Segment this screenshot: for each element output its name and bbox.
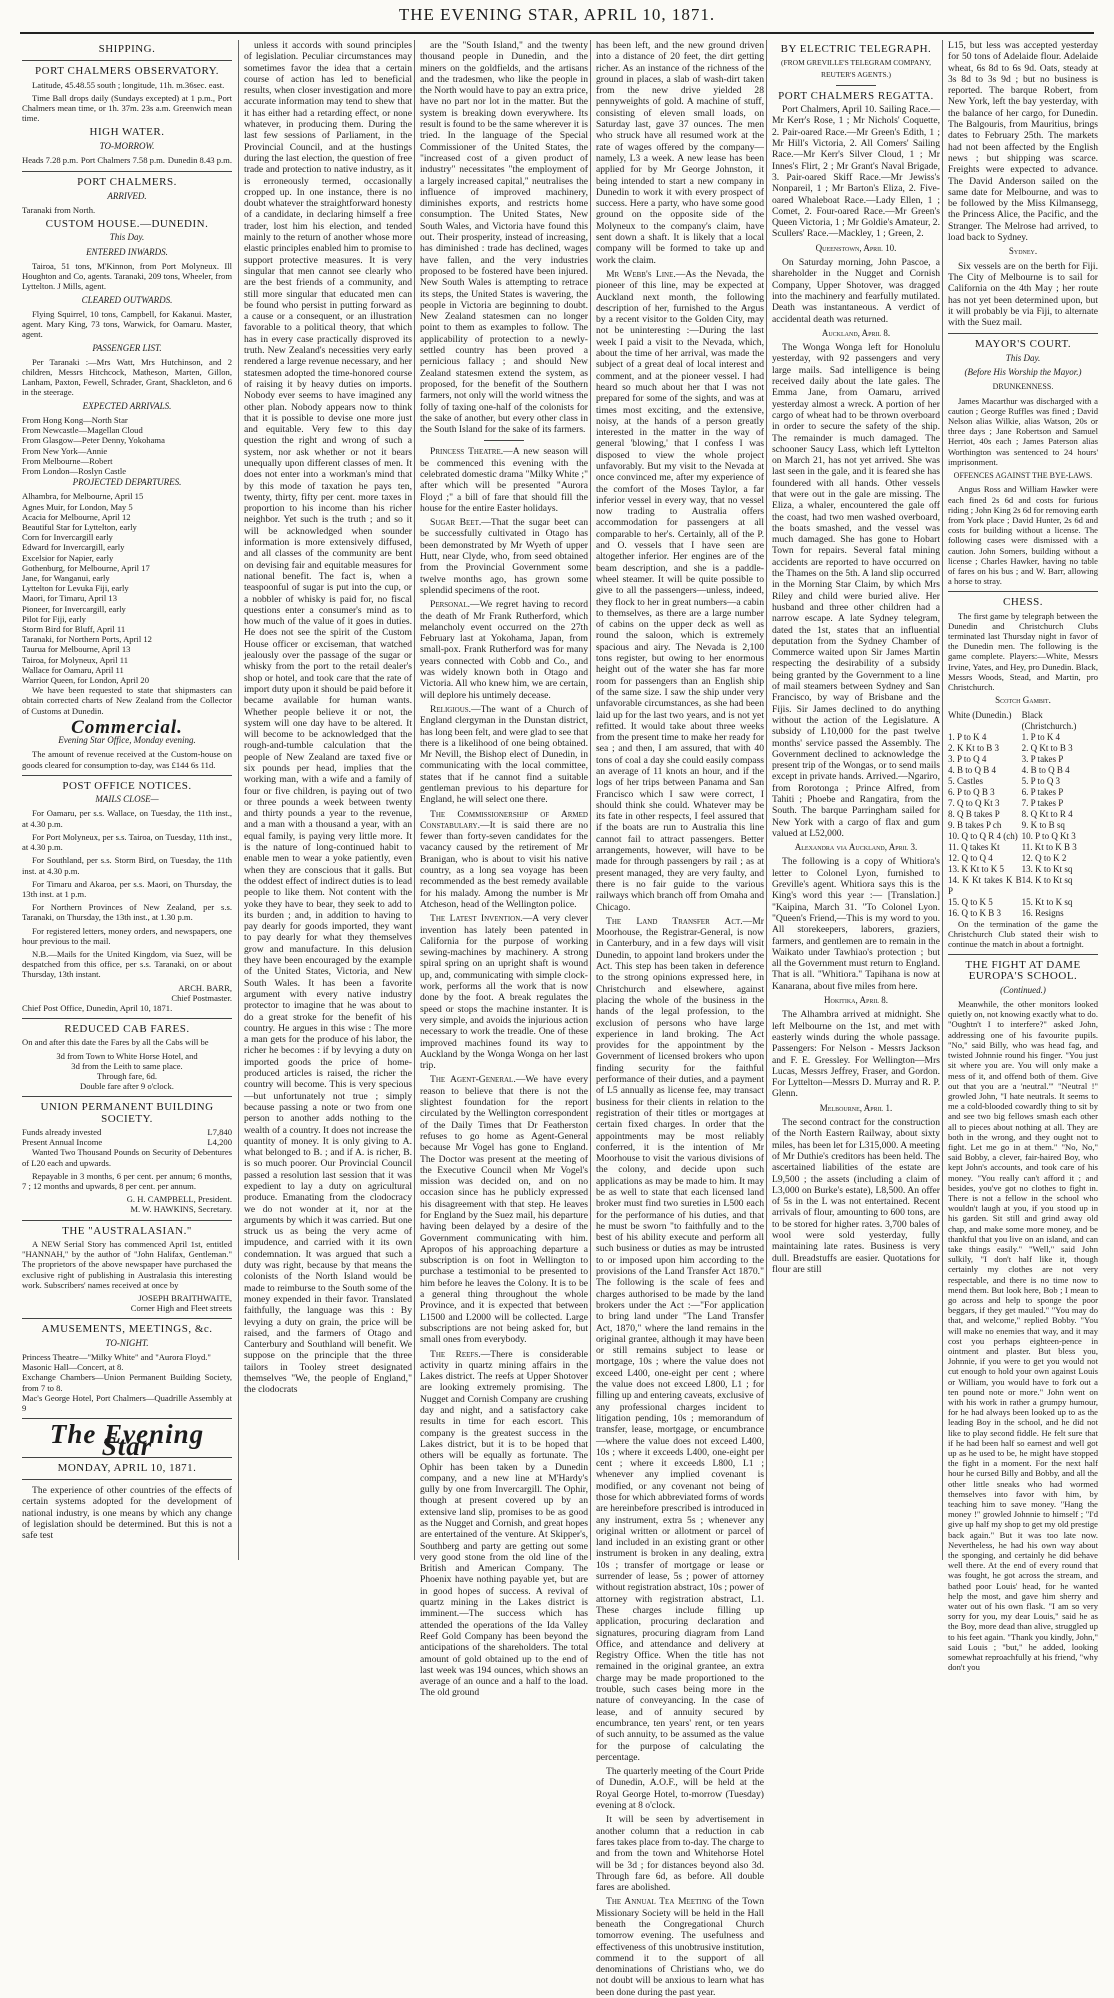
court-day: This Day. <box>1005 352 1041 363</box>
white-move: 12. Q to Q 4 <box>948 852 993 863</box>
mail-item: For Oamaru, per s.s. Wallace, on Tuesday, the 11th inst., at 4.30 p.m. <box>22 808 232 829</box>
dateline-place: Sydney. <box>1008 246 1038 257</box>
news-item <box>420 704 588 806</box>
amusements-heading: AMUSEMENTS, MEETINGS, &c. <box>41 1323 213 1336</box>
list-item: From Newcastle—Magellan Cloud <box>22 425 143 436</box>
secretary-signature: M. W. HAWKINS, Secretary. <box>130 1204 232 1215</box>
list-item: From Glasgow—Peter Denny, Yokohama <box>22 435 165 446</box>
news-item-text: —That the sugar beet can be successfully cultivated in Otago has been demonstrated by Mr Wyeth of upper Hutt, near Clyde, who, from seed obtained from the Provincial Government some twelve months ago, has grown some splendid specimens of the root. <box>420 517 588 596</box>
dateline-place: Auckland, April 8. <box>821 327 891 338</box>
news-item <box>420 446 588 514</box>
mail-item: For Southland, per s.s. Storm Bird, on Tuesday, the 11th inst. at 4.30 p.m. <box>22 855 232 876</box>
news-item <box>596 1766 764 1811</box>
table-row <box>948 908 1098 919</box>
divider <box>22 1096 232 1097</box>
tide-table <box>22 155 232 166</box>
departures-list <box>22 491 232 685</box>
cab-line: Double fare after 9 o'clock. <box>80 1081 174 1092</box>
black-move: 6. P takes P <box>1021 786 1064 797</box>
postmaster-title: Chief Postmaster. <box>171 992 232 1003</box>
news-item-text: It will be seen by advertisement in another column that a reduction in cab fares takes place from to-day. The charge to and from the town and Whitehorse Hotel will be 3d ; for distances beyond also 3d. Through fare 6d, as before. All double fares are abolished. <box>596 1814 764 1894</box>
list-item: Lyttelton for Levuka Fiji, early <box>22 583 129 594</box>
white-move: 8. Q B takes P <box>948 808 1000 819</box>
news-item <box>596 916 764 1763</box>
divider <box>948 591 1098 592</box>
byelaws-label: OFFENCES AGAINST THE BYE-LAWS. <box>953 471 1093 481</box>
list-item: Alhambra, for Melbourne, April 15 <box>22 491 144 502</box>
list-item: Maori, for Timaru, April 13 <box>22 593 118 604</box>
black-move: 11. Kt to K B 3 <box>1021 841 1077 852</box>
timeball-text: Time Ball drops daily (Sundays excepted) at 1 p.m., Port Chalmers mean time, or 1h. 37m. 23s a.m. Greenwich mean time. <box>22 92 232 124</box>
divider <box>22 60 232 61</box>
list-item: Acacia for Melbourne, April 12 <box>22 511 131 522</box>
news-item-text: —The want of a Church of England clergyman in the Dunstan district, has long been felt, and were glad to see that there is a likelihood of one being obtained. Mr Nevill, the Bishop elect of Dunedin, in communicating with the local committee, states that if he cannot find a suitable gentleman previous to his departure for England, he will select one there. <box>420 703 588 806</box>
passenger-list-label: PASSENGER LIST. <box>92 342 162 353</box>
list-item: Warrior Queen, for London, April 20 <box>22 675 149 686</box>
news-item-lead: The Annual Tea Meeting <box>606 1896 712 1908</box>
news-item-lead: The Latest Invention. <box>430 913 523 925</box>
entered-inwards-label: ENTERED INWARDS. <box>86 246 168 257</box>
white-move: 2. K Kt to B 3 <box>948 742 1000 753</box>
cab-line: 3d from the Leith to same place. <box>71 1060 183 1071</box>
tonight-label: TO-NIGHT. <box>105 1337 149 1348</box>
column-5 <box>766 40 945 1560</box>
news-item-lead: Princess Theatre. <box>430 446 504 458</box>
high-water-heading: HIGH WATER. <box>89 126 165 139</box>
table-row <box>948 853 1098 864</box>
editorial-text: unless it accords with sound principles of legislation. Peculiar circumstances may sometimes favor the idea that a certain course of action has led to beneficial results, when closer investigation and more accurate information may tend to shew that it has either had a retarding effect, or none whatever, in producing them. During the last few sessions of Parliament, in the Provincial Council, and at the hustings during the last election, the question of free trade and protection to native industry, as it is erroneously termed, occasionally cropped up. In one instance, there is no doubt whatever the straightforward honesty of a candidate, in declaring himself a free trader, lost him his election, and tended mainly to the return of another whose more elastic principles enabled him to promise to support protective measures. It is very singular that men cannot see clearly who are the best friends of a community, and still more singular that educated men can be found who persist in putting forward as a cause or a consequent, or an illustration favorable to a political theory, that which has in every case practically disproved its truth. New Zealand's necessities very early rendered a large revenue necessary, and her statesmen adopted the time-honored course of raising it by heavy duties on imports. Nobody ever seems to have imagined any other plan. Nobody appears now to think that it is possible to devise one more just and equitable. Very few to this day question the right and wrong of such a system, nor ask whether or not it bears unequally upon different classes of men. It does not enter into a workman's mind that by this mode of taxation he pays ten, twenty, thirty, fifty per cent. more taxes in proportion to his income than his richer neighbor. Yet such is the truth ; and so it will be acknowledged when sounder information is more extensively diffused, and all classes of the community are bent on devising fair and equitable measures for national benefit. The fact is, when a teaspoonful of sugar is put into the cup, or a nobbler of whisky is paid for, no fiscal questions enter a consumer's mind as to how much of the value of it goes in duties. He does not see the spirit of the Custom House officer or exciseman, that watched jealously over the passage of the sugar or whisky from the port to the retail dealer's shop or hotel, and took care that the rate of import duty upon it should be paid before it became available for human wants. Whether people believe it or not, the system will one day have to be altered. It will become to be acknowledged that the rough-and-tumble calculation that the people of New Zealand are taxed five or six pounds per head, implies that the working man, with a wife and a family of four or five children, is paying out of two or three pounds a week between twenty and thirty pounds a year to the revenue, and a man with a thousand a year, with an equal family, is paying very little more. It is the nature of long-continued habit to enable men to wear a yoke patiently, even when they are conscious that it galls. But the oddest effect of indirect duties is to lead people to like them. Not content with the yoke they have to bear, they seek to add to its burden ; and, in addition to having to pay dearly for goods imported, they want to pay dearly for what they themselves grow and manufacture. In this delusion they have been encouraged by the example of the United States, Victoria, and New South Wales. It has been a favorite argument with every native industry protector to imagine that he was about to do a great stroke for the benefit of his country. He argues in this wise : The more a man gets for the produce of his labor, the richer he becomes : if by levying a duty on imported goods the price of home-produced articles is raised, the richer the country will become. This is very specious—but unfortunately not true ; simply because passing a note or two from one person to another adds nothing to the wealth of a country. It does not increase the quantity of money. It is only giving to A. what belonged to B. ; and if A. is richer, B. is so much poorer. Our Provincial Council passed a resolution last session that it was expedient to lay a duty on agricultural produce. Emanating from the clodocracy we do not wonder at it, nor at the arguments by which it was carried. But one struck us as being the very acme of impudence, and carried with it its own condemnation. It was argued that such a duty was right, because by that means the colonists of the North Island would be made to reimburse to the South some of the money expended in their favor. Translated faithfully, the language was this : By levying a duty on grain, the price will be raised, and the farmers of Otago and Canterbury and Southland will benefit. We suppose on the principle that the three tailors in Tooley street designated themselves "We, the people of England," the clodocrats <box>244 40 412 1396</box>
news-item-lead: The Commissionership of Armed Constabulary. <box>420 808 588 831</box>
table-row <box>948 798 1098 809</box>
dateline-place: Hokitika, April 8. <box>824 995 888 1006</box>
expected-arrivals-label: EXPECTED ARRIVALS. <box>82 400 172 411</box>
black-move: 3. P takes P <box>1021 753 1064 764</box>
white-move: 7. Q to Q Kt 3 <box>948 797 1000 808</box>
dateline: MONDAY, APRIL 10, 1871. <box>57 1461 197 1474</box>
telegram-continuation: L15, but less was accepted yesterday for 50 tons of Adelaide flour. Adelaide wheat, 6s 8d to 6s 9d. Oats, steady at 3s 8d to 3s 9d ; but no business is reported. The barque Robert, from New York, left the bay yesterday, with the balance of her cargo, for Dunedin. The Balgouris, from Mauritius, brings dates to February 25th. The markets had not been affected by the English news ; but shipping was scarce. Freights were expected to advance. The David Anderson sailed on the same date for Melbourne, and was to be followed by the Miss Kilmansegg, the Princess Alice, the Pacific, and the Stranger. The Melrose had arrived, to load back to Sydney. <box>948 40 1098 244</box>
black-move: 8. Q Kt to R 4 <box>1021 808 1073 819</box>
list-item: From Hong Kong—North Star <box>22 414 128 425</box>
news-item <box>420 1074 588 1345</box>
news-item-lead: Religious. <box>430 703 472 715</box>
news-item-text: —A new season will be commenced this evening with the celebrated domestic drama "Milky White ;" after which will be presented "Aurora Floyd ;" a bill of fare that should fill the house for the entire Easter holidays. <box>420 446 588 514</box>
news-item-text: The quarterly meeting of the Court Pride of Dunedin, A.O.F., will be held at the Royal George Hotel, to-morrow (Tuesday) evening at 8 o'clock. <box>596 1766 764 1812</box>
mail-item: For registered letters, money orders, and newspapers, one hour previous to the mail. <box>22 925 232 946</box>
observatory-heading: PORT CHALMERS OBSERVATORY. <box>35 65 219 78</box>
news-item <box>420 599 588 701</box>
income-value: L4,200 <box>207 1137 232 1148</box>
telegram-text: The Alhambra arrived at midnight. She left Melbourne on the 1st, and met with easterly winds during the whole passage. Passengers: For Nelson - Messrs Jackson and F. E. Gressley. For Wellington—Mrs Lucas, Messrs Jeffrey, Fraser, and Gordon. For Lyttelton—Messrs D. Murray and R. P. Glenn. <box>772 1009 940 1100</box>
list-item: Agnes Muir, for London, May 5 <box>22 501 133 512</box>
news-continuation: has been left, and the new ground driven into a distance of 20 feet, the dirt getting richer. As an instance of the richness of the ground in places, a slab of wash-dirt taken from the new drive yielded 28 pennyweights of gold. A machine of stuff, consisting of eleven small loads, on Saturday last, gave 37 ounces. The men who struck have all resumed work at the rate of wages offered by the company—namely, L3 a week. A new lease has been applied for by Mr George Johnston, it being intended to start a new company in Dunedin to work it with every prospect of success. Here a party, who have some good ground on the opposite side of the Molyneux to the company's claim, have sent down a shaft. It is likely that a local company will be formed to take up and work the claim. <box>596 40 764 266</box>
list-item: Pioneer, for Invercargill, early <box>22 603 126 614</box>
white-move: 1. P to K 4 <box>948 731 987 742</box>
table-row <box>948 809 1098 820</box>
amusement-item: Princess Theatre—"Milky White" and "Aurora Floyd." <box>22 1351 211 1362</box>
continued-label: (Continued.) <box>1000 984 1046 995</box>
news-item-lead: The Agent-General. <box>430 1074 516 1086</box>
chess-text: The first game by telegraph between the Dunedin and Christchurch Clubs terminated last Thursday night in favor of the Dunedin men. The following is the game complete. Players:—White, Messrs Irvine, Yates, and Hey, pro Dunedin. Black, Messrs Woods, Stead, and Martin, pro Christchurch. <box>948 610 1098 693</box>
white-move: 16. Q to K B 3 <box>948 907 1002 918</box>
white-move: 6. P to Q B 3 <box>948 786 995 797</box>
chess-heading: CHESS. <box>1003 596 1043 609</box>
news-item <box>596 1814 764 1893</box>
port-chalmers-heading: PORT CHALMERS. <box>77 176 177 189</box>
white-move: 11. Q takes Kt <box>948 841 1000 852</box>
table-row <box>948 765 1098 776</box>
post-office-heading: POST OFFICE NOTICES. <box>62 779 192 792</box>
black-move: 1. P to K 4 <box>1021 731 1061 742</box>
entered-text: Tairoa, 51 tons, M'Kinnon, from Port Molyneux. Ill Houghton and Co, agents. Taranaki, 209 tons, Wheeler, from Lyttelton. J Mills, agent. <box>22 260 232 292</box>
divider <box>22 1018 232 1019</box>
customs-heading: CUSTOM HOUSE.—DUNEDIN. <box>45 218 209 231</box>
white-move: 14. K Kt takes K B P <box>948 874 1022 896</box>
news-item-text: —We have every reason to believe that there is not the slightest foundation for the report circulated by the Wellington correspondent of the Daily Times that Dr Featherston refuses to go home as Agent-General because Mr Vogel has gone to England. The Doctor was present at the meeting of the Executive Council when Mr Vogel's mission was decided on, and on no occasion since has he publicly expressed his disagreement with that step. He leaves for England by the Suez mail, his departure having been delayed by a desire of the Government communicating with him. Apropos of his approaching departure a subscription is on foot in Wellington to purchase a testimonial to be presented to him before he leaves the Colony. It is to be a general thing throughout the whole Province, and it is expected that between L1500 and L2000 will be collected. Large subscriptions are not being asked for, but small ones from everybody. <box>420 1074 588 1346</box>
fight-heading: THE FIGHT AT DAME EUROPA'S SCHOOL. <box>965 959 1081 983</box>
divider <box>948 333 1098 334</box>
black-move: 2. Q Kt to B 3 <box>1021 742 1073 753</box>
divider <box>836 85 876 86</box>
gambit-label: Scotch Gambit. <box>995 695 1051 706</box>
drunkenness-text: James Macarthur was discharged with a caution ; George Ruffles was fined ; David Nelson alias Wilkie, alias Watson, 20s or three days ; Jane Robertson and Samuel Herriot, 40s each ; James Paterson alias Worthington was sentenced to 24 hours' imprisonment. <box>948 395 1098 467</box>
page-header: THE EVENING STAR, APRIL 10, 1871. <box>398 5 716 24</box>
divider <box>22 171 232 172</box>
drunkenness-label: DRUNKENNESS. <box>992 382 1054 392</box>
list-item: Corn for Invercargill early <box>22 532 113 543</box>
news-item <box>596 269 764 913</box>
tomorrow-label: TO-MORROW. <box>99 140 155 151</box>
column-6 <box>942 40 1103 1673</box>
cab-fares-heading: REDUCED CAB FARES. <box>64 1023 190 1036</box>
divider <box>948 954 1098 955</box>
mail-item: For Port Molyneux, per s.s. Tairoa, on Tuesday, 11th inst., at 4.30 p.m. <box>22 831 232 853</box>
telegram-text: The Wonga Wonga left for Honolulu yesterday, with 92 passengers and very large mails. Sad intelligence is being received daily about the late gales. The Emma Jane, from Oamaru, arrived yesterday almost a wreck. A portion of her cargo of wheat had to be thrown overboard in order to secure the safety of the ship. The remainder is much damaged. The schooner Saucy Lass, which left Lyttelton on March 21, has not yet arrived. She was last seen in the gale, and it is feared she has foundered with all hands. Other vessels that were out in the gale are missing. The Eliza, a whaler, encountered the gale off the coast, had two men washed overboard, the boats smashed, and the vessel was much damaged. She has gone to Hobart Town for repairs. Several fatal mining accidents are reported to have occurred on the Thames on the 5th. A land slip occurred in the Morning Star Claim, by which Mrs Riley and child were buried alive. Her husband and three other children had a narrow escape. A late Sydney telegram, dated the 1st, states that an influential deputation from the Sydney Chamber of Commerce waited upon Sir James Martin respecting the desirability of a subsidy being granted by the Government to a line of mail steamers between Sydney and San Francisco, by way of Brisbane and the Fijis. Sir James declined to do anything without the action of the Legislature. A subsidy of L10,000 for the past twelve months' service passed the Assembly. The Government declined to acknowledge the present trip of the Wongas, or to send mails except in private hands. Arrived.—Ngariro, from Rorotonga ; Prince Alfred, from Tahiti ; Phoebe and Rangatira, from the South. The barque Parringham sailed for New York with a cargo of flax and gum valued at L52,000. <box>772 342 940 839</box>
telegraph-heading: BY ELECTRIC TELEGRAPH. <box>780 43 932 55</box>
shipping-heading: SHIPPING. <box>98 43 156 55</box>
news-item <box>596 1896 764 1998</box>
funds-row <box>22 1127 232 1137</box>
list-item: Pilot for Fiji, early <box>22 613 86 624</box>
arrived-text: Taranaki from North. <box>22 204 96 215</box>
white-header: White (Dunedin.) <box>948 709 1012 720</box>
dateline-place: Queenstown, April 10. <box>815 242 897 253</box>
australasian-text: A NEW Serial Story has commenced April 1st, entitled "HANNAH," by the author of "John Halifax, Gentleman." The proprietors of the above newspaper have purchased the exclusive right of publishing in Australasia this interesting work. Subscribers' names received at once by <box>22 1238 232 1290</box>
column-2 <box>238 40 417 1560</box>
list-item: Gothenburg, for Melbourne, April 17 <box>22 562 150 573</box>
president-signature: G. H. CAMPBELL, President. <box>126 1194 232 1205</box>
news-item <box>420 913 588 1071</box>
divider <box>22 1479 232 1480</box>
table-row <box>948 875 1098 897</box>
mail-item: For Timaru and Akaroa, per s.s. Maori, on Thursday, the 13th inst. at 1 p.m. <box>22 878 232 899</box>
news-item-text: —As the Nevada, the pioneer of this line, may be expected at Auckland next month, the following description of her, furnished to the Argus by a recent visitor to the Golden City, may not be uninteresting :—During the last week I paid a visit to the Nevada, which, about the time of her arrival, was made the subject of a great deal of local interest and comment, and at the pioneer vessel. I had heard so much about her that I was not prepared for some of the sights, and was at times most exciting, and the extensive, noisy, at the hands of a person greatly interested in the matter in the way of general 'blowing,' that I confess I was disposed to view the whole project unfavorably. But my visit to the Nevada at once convinced me, after my experience of the comfort of the Moses Taylor, a far inferior vessel in every way, that no vessel now trading to Australia offers accommodation for passengers at all comparable to her's. Certainly, all of the P. and O. vessels that I have seen are altogether inferior. Her engines are of the beam description, and she is a paddle-wheel steamer. It will be quite possible to give to all the passengers—unless, indeed, they flock to her in great numbers—a cabin to themselves, as there are a large number of cabins on the upper deck as well as round the saloon, which is extremely spacious and airy. The Nevada is 2,100 tons register, but owing to her enormous height out of the water she has far more room for passengers than an English ship of the same size. I saw the ship under very unfavorable circumstances, as she had been laid up for the last two years, and is not yet refitted. It would take about three weeks from the present time to make her ready for sea ; and then, I am assured, that with 40 tons of coal a day she could easily compass an average of 11 knots an hour, and if the logs of her trips between Panama and San Francisco which I saw were correct, I should think she could. Whatever may be its fate in other respects, I feel assured that if the boats are run to Australia this line cannot fail to attract passengers. Better arrangements, however, will have to be made for through passengers by rail ; as at present managed, they are very faulty, and there is no fair guide to the various railways which branch off from Omaha and Chicago. <box>596 268 764 913</box>
building-society-heading: UNION PERMANENT BUILDING SOCIETY. <box>40 1101 214 1125</box>
table-row <box>948 754 1098 765</box>
telegram-text: The following is a copy of Whitiora's letter to Colonel Lyon, furnished to Greville's agent. Whitiora says this is the King's word this year :— [Translation.] "Kaipina, March 31. "To Colonel Lyon. "Queen's Friend,—This is my word to you. All storekeepers, laborers, graziers, farmers, and gentlemen are to remain in the Waikato under Tawhiao's protection ; but all the Government must return to England. That is all. "Whitiora." Tapihana is now at Kanarana, about five miles from here. <box>772 856 940 992</box>
news-item-text: —We regret having to record the death of Mr Frank Rutherford, which melancholy event occurred on the 27th February last at Yokohama, Japan, from small-pox. Frank Rutherford was for many years connected with Cobb and Co., and was widely known both in Otago and Victoria. All who knew him, we are certain, will deplore his untimely decease. <box>420 599 588 701</box>
postmaster-date: Chief Post Office, Dunedin, April 10, 1871. <box>22 1002 173 1013</box>
mail-item: For Northern Provinces of New Zealand, per s.s. Taranaki, on Thursday, the 13th inst., at 1.30 p.m. <box>22 902 232 923</box>
white-move: 10. Q to Q R 4 (ch) <box>948 830 1018 841</box>
charts-notice: We have been requested to state that shipmasters can obtain corrected charts of New Zealand from the Collector of Customs at Dunedin. <box>22 685 232 716</box>
divider <box>22 1318 232 1319</box>
black-move: 9. K to B sq <box>1021 819 1065 830</box>
list-item: Taranaki, for Northern Ports, April 12 <box>22 634 152 645</box>
news-item-text: of the Town Missionary Society will be held in the Hall beneath the Congregational Church tomorrow evening. The usefulness and effectiveness of this unobtrusive institution, commend it to the support of all denominations of Christians who, we do not doubt will be anxious to learn what has been done during the past year. <box>596 1896 764 1998</box>
news-item-text: —Mr Moorhouse, the Registrar-General, is now in Canterbury, and in a few days will visit Dunedin, to appoint land brokers under the Act. This step has been taken in deference to the strong opinions expressed here, in Christchurch and elsewhere, against placing the whole of the business in the hands of the legal profession, to the exclusion of persons who have large experience in land broking. The Act provides for the appointment by the Government of licensed brokers who upon finding security for the faithful performance of their duties, and a payment of L5 annually as license fee, may transact business for their clients in relation to the registration of their titles or mortgages at certain fixed charges. In order that the appointments may be most reliably conferred, it is the intention of Mr Moorhouse to visit the various divisions of the colony, and decide upon such applications as may be made to him. It may be as well to state that each licensed land broker must find two sureties in L500 each for the performance of his duties, and that he must be sworn "to faithfully and to the best of his ability execute and perform all such business or duties as may be intrusted to or imposed upon him according to the provisions of the Land Transfer Act 1870." The following is the scale of fees and charges authorised to be made by the land brokers under the Act :—"For application to bring land under "The Land Transfer Act, 1870," where the land remains in the original grantee, although it may have been or still remains subject to lease or mortgage, 10s ; where the value does not exceed L400, one-eight per cent ; where the value does not exceed L800, L1 ; for filling up and entering caveats, exclusive of any professional charges incident to litigation pending, 10s ; memorandum of transfer, lease, mortgage, or encumbrance—where the value does not exceed L400, 10s ; where it exceeds L400, one-eight per cent ; where it exceeds L800, L1 ; whenever any implied covenant is modified, or any covenant not being of those for which abbreviated forms of words are hereinbefore prescribed is introduced in any instrument, extra 5s ; whenever any original written or allotment or parcel of land included in an existing grant or other instrument is broken in any dealing, extra 10s ; transfer of mortgage or lease or surrender of lease, 5s ; power of attorney without registration abstract, 10s ; power of attorney with registration abstract, L1. These charges include filling up application, procuring declaration and signatures, procuring diagram from Land Office, and attendance and delivery at Registry Office. When the title has not remained in the original grantee, an extra charge may be made proportioned to the trouble, such cases being more in the nature of conveyancing. In the case of lease, and of annuity secured by encumbrance, ten years' rent, or ten years of such annuity, to be assumed as the value for the purpose of calculating the percentage. <box>596 915 764 1763</box>
table-header-row <box>948 710 1098 732</box>
postmaster-name: ARCH. BARR, <box>178 982 232 993</box>
mails-close-label: MAILS CLOSE— <box>95 794 159 805</box>
funds-label: Funds already invested <box>22 1127 102 1138</box>
list-item: Excelsior for Napier, early <box>22 552 114 563</box>
list-item: Storm Bird for Bluff, April 11 <box>22 624 126 635</box>
white-move: 4. B to Q B 4 <box>948 764 997 775</box>
regatta-heading: PORT CHALMERS REGATTA. <box>778 89 934 102</box>
table-row <box>948 897 1098 908</box>
income-row <box>22 1137 232 1147</box>
telegram-text: The second contract for the construction of the North Eastern Railway, about sixty miles, has been let for L315,000. A meeting of Mr Duthie's creditors has been held. The ascertained liabilities of the estate are L9,500 ; the assets (including a claim of L3,000 on Burke's estate), L8,500. An offer of 5s in the L was not entertained. Recent arrivals of flour, amounting to 600 tons, are to be stored for higher rates. 3,700 bales of wool were sold yesterday, fully maintaining late rates. Business is very dull. Breadstuffs are easier. Quotations for flour are still <box>772 1117 940 1275</box>
tide-dunedin: Dunedin 8.43 p.m. <box>167 155 232 165</box>
list-item: From New York—Annie <box>22 445 108 456</box>
black-move: 13. K to Kt sq <box>1021 863 1073 874</box>
list-item: Jane, for Wanganui, early <box>22 573 110 584</box>
list-item: Wallace for Oamaru, April 11 <box>22 664 124 675</box>
table-row <box>948 732 1098 743</box>
australasian-heading: THE "AUSTRALASIAN." <box>62 1224 192 1237</box>
amusement-item: Mac's George Hotel, Port Chalmers—Quadrille Assembly at 9 <box>22 1392 232 1413</box>
news-item <box>420 517 588 596</box>
cleared-text: Flying Squirrel, 10 tons, Campbell, for Kakanui. Master, agent. Mary King, 73 tons, Warwick, for Oamaru. Master, agent. <box>22 308 232 340</box>
arrivals-list <box>22 415 232 476</box>
white-move: 3. P to Q 4 <box>948 753 987 764</box>
table-row <box>948 842 1098 853</box>
funds-value: L7,840 <box>207 1127 232 1138</box>
white-move: 15. Q to K 5 <box>948 896 993 907</box>
column-4 <box>590 40 769 1998</box>
story-text: Meanwhile, the other monitors looked quietly on, not knowing exactly what to do. "Oughtn't I to interfere?" asked John, addressing one of his favourite pupils. "No," said Billy, who was head fag, and twisted Johnnie round his finger. "You just sit where you are. You will only make a mess of it, and offend both of them. Give out that you are a 'neutral.'" "Neutral !" growled John, "I hate neutrals. It seems to me a cold-blooded cowardly thing to sit by and see two big fellows smash each other all to pieces about nothing at all. They are both in the wrong, and they ought not to fight. Let me go in at them." "No, No," said Bobby, a clever, fair-haired Boy, who kept John's accounts, and took care of his money. "You really can't afford it ; and besides, you've got no clothes to fight in. There is not a fellow in the school who wouldn't laugh at you, if you stood up in his garden. Sit still and grind away old chap, and make some more money, and be thankful that you live on an island, and can take things easily." "Well," said John sulkily, "I don't half like it, though certainly my clothes are not very respectable, and there is no time now to mend them. But look here, Bob ; I mean to go across and help to sponge the poor beggars, if they get mauled." "You may do that, and welcome," replied Bobby. "You will make no enemies that way, and it may cost you perhaps eighteen-pence in ointment and plaster. But bless you, Johnnie, if you were to get you would not cut enough to hold your own against Louis or William, you would have to fork out a ten pound note or more." John went on with his work in rather a grumpy humour, for he had always been looked up to as the leading Boy in the school, and he did not like to play second fiddle. He felt sure that if he had been half so earnest and well got up as he used to be, he might have stopped the fight in a moment. For the next half hour he cursed Billy and Bobby, and all the other little sneaks who had wormed themselves into favor with him, by teaching him to save money. "Hang the money !" growled Johnnie to himself ; "I'd give up half my shop to get my old prestige back again." But it was too late now. Nevertheless, he had his own way about the sponging, and certainly he did behave well there. At the end of every round that was fought, he got across the stream, and bathed poor Louis' head, for he wanted help the most, and gave him sherry and water out of his own flask. "I am so very sorry for you, my dear Louis," said he as the Boy, more dead than alive, struggled up to his feet again. "Thank you kindly, John," said Louis ; "but," he added, looking somewhat reproachfully at his friend, "why don't you <box>948 999 1098 1673</box>
court-before: (Before His Worship the Mayor.) <box>964 367 1082 378</box>
regatta-text: Port Chalmers, April 10. Sailing Race.—Mr Kerr's Rose, 1 ; Mr Nichols' Coquette, 2. Pair-oared Race.—Mr Green's Edith, 1 ; Mr Hill's Victoria, 2. All Comers' Sailing Race.—Mr Kerr's Silver Cloud, 1 ; Mr Innes's Flirt, 2 ; Mr Grant's Naval Brigade, 3. Pair-oared Skiff Race.—Mr Jewiss's Nonpareil, 1 ; Mr Barton's Eliza, 2. Five-oared Whaleboat Race.—Lady Ellen, 1 ; Comet, 2. Four-oared Race.—Mr Green's Queen Victoria, 1 ; Mr Goldie's Amateur, 2. Scullers' Race.—Mackley, 1 ; Green, 2. <box>772 104 940 240</box>
list-item: Beautiful Star for Lyttelton, early <box>22 522 137 533</box>
court-heading: MAYOR'S COURT. <box>974 338 1072 351</box>
list-item: Tairoa, for Molyneux, April 11 <box>22 654 129 665</box>
black-move: 15. Kt to K sq <box>1021 896 1073 907</box>
chess-ending: On the termination of the game the Christchurch Club stated their wish to continue the match in about a fortnight. <box>948 918 1098 949</box>
news-item <box>420 809 588 911</box>
news-item-text: —A very clever invention has lately been patented in California for the purpose of working sewing-machines by machinery. A strong spiral spring on an upright shaft is wound up, and, communicating with simple clock-work, performs all the work that is now done by the foot. A break regulates the speed or stops the machine instanter. It is very simple, and avoids the injurious action necessary to work the treadle. One of these improved machines found its way to Auckland by the Wonga Wonga on her last trip. <box>420 913 588 1072</box>
news-item <box>420 1349 588 1699</box>
arrived-label: ARRIVED. <box>107 190 147 201</box>
cab-line: Through fare, 6d. <box>96 1071 158 1082</box>
amusement-item: Exchange Chambers—Union Permanent Building Society, from 7 to 8. <box>22 1372 232 1393</box>
table-row <box>948 820 1098 831</box>
white-move: 13. K Kt to K 5 <box>948 863 1004 874</box>
byelaws-text: Angus Ross and William Hawker were each fined 2s 6d and costs for furious riding ; John King 2s 6d for removing earth from York place ; David Hunter, 2s 6d and costs for building without a license. The following cases were dismissed with a caution. John Somers, building without a license ; Charles Hawker, having no table of fares on his bus ; and W. Barr, allowing a horse to stray. <box>948 484 1098 587</box>
chess-moves-table <box>948 710 1098 919</box>
cab-fares-text: On and after this date the Fares by all the Cabs will be <box>22 1037 209 1048</box>
black-move: 7. P takes P <box>1021 797 1064 808</box>
sydney-text: Six vessels are on the berth for Fiji. The City of Melbourne is to sail for California on the 4th May ; her route has not yet been determined upon, but it will probably be via Fiji, to alternate with the Suez mail. <box>948 260 1098 329</box>
braithwaite-name: JOSEPH BRAITHWAITE, <box>138 1292 232 1303</box>
table-row <box>948 787 1098 798</box>
white-move: 5. Castles <box>948 775 983 786</box>
telegram-text: On Saturday morning, John Pascoe, a shareholder in the Nugget and Cornish Company, Upper Shotover, was dragged into the machinery and fearfully mutilated. Death was instantaneous. A verdict of accidental death was returned. <box>772 257 940 325</box>
editorial-text: are the "South Island," and the twenty thousand people in Dunedin, and the miners on the goldfields, and the artisans and the tradesmen, who like the people in the North would have to pay an extra price, have no part nor lot in the matter. But the system is breaking down everywhere. Its result is found to be the same wherever it is tried. In the language of the Special Commissioner of the United States, the "increased cost of a given product of industry" necessitates "the employment of a largely increased capital," neutralises the influence of improved machinery, diminishes exports, and restricts home consumption. The United States, New South Wales, and Victoria have found this out. Their prosperity, instead of increasing, has diminished : trade has declined, wages have fallen, and the very industries proposed to be fostered have been injured. New South Wales is attempting to retrace its steps, the United States is wavering, the people in Victoria are beginning to doubt. New Zealand statesmen can no longer point to them as examples to follow. The applicability of protection to a newly-settled country has been proved a pernicious fallacy ; and should New Zealand statesmen extend the system, as proposed, for the benefit of the Southern farmers, not only will the world witness the folly of taxing one-half of the colonists for the sake of another, but every other class in the South Island for the sake of its farmers. <box>420 40 588 436</box>
column-1 <box>22 40 236 1560</box>
wanted-text: Wanted Two Thousand Pounds on Security of Debentures of L20 each and upwards. <box>22 1147 232 1168</box>
list-item: From London—Roslyn Castle <box>22 465 127 476</box>
news-item-text: —There is considerable activity in quartz mining affairs in the Lakes district. The reefs at Upper Shotover are looking extremely promising. The Nugget and Cornish Company are crushing day and night, and a satisfactory cake results in time for each escort. This company is the greatest success in the Lakes district, but it is to be hoped that others will be equally as fortunate. The Ophir has been taken by a Dunedin company, and a new line at M'Hardy's gully by one from Invercargill. The Ophir, though at present covered up by an extensive land slip, promises to be as good as the Nugget and Cornish, and great hopes are entertained of the venture. At Skipper's, Southberg and party are getting out some very good stone from the old line of the British and American Company. The Phoenix have nothing payable yet, but are in good hopes of success. A revival of quartz mining in the Lakes district is imminent.—The success which has attended the operations of the Ida Valley Reef Gold Company has been beyond the anticipations of the shareholders. The total amount of gold obtained up to the end of last week was 194 ounces, which shows an average of an ounce and a half to the load. The old ground <box>420 1348 588 1699</box>
black-move: 10. P to Q Kt 3 <box>1021 830 1076 841</box>
income-label: Present Annual Income <box>22 1137 103 1148</box>
news-item-lead: Sugar Beet. <box>430 517 482 529</box>
observatory-text: Latitude, 45.48.55 south ; longitude, 11h. m.36sec. east. <box>32 79 225 90</box>
editorial-text: The experience of other countries of the effects of certain systems adopted for the development of national industry, is one means by which any change of legislation should be determined. But this is not a safe test <box>22 1485 232 1542</box>
commercial-heading: Commercial. <box>71 716 183 738</box>
black-move: 14. K to Kt sq <box>1021 874 1073 885</box>
mails-nb: N.B.—Mails for the United Kingdom, via Suez, will be despatched from this office, per s.s. Taranaki, on or about Thursday, 13th instant. <box>22 948 232 980</box>
divider <box>22 1220 232 1221</box>
amusement-item: Masonic Hall—Concert, at 8. <box>22 1362 124 1373</box>
table-row <box>948 776 1098 787</box>
dateline-place: Alexandra via Auckland, April 3. <box>794 842 918 853</box>
news-item-text: —It is said there are no fewer than forty-seven candidates for the vacancy caused by the retirement of Mr Branigan, who is about to visit his native country, as a long sea voyage has been recommended as the best remedy available for his malady. Among the number is Mr Atcheson, head of the Wellington police. <box>420 819 588 910</box>
tide-port-chalmers: Port Chalmers 7.58 p.m. <box>80 155 165 165</box>
black-move: 16. Resigns <box>1021 907 1064 918</box>
news-item-lead: The Land Transfer Act. <box>606 915 743 927</box>
cab-line: 3d from Town to White Horse Hotel, and <box>56 1050 198 1061</box>
white-move: 9. B takes P ch <box>948 819 1002 830</box>
tide-heads: Heads 7.28 p.m. <box>22 155 79 165</box>
paper-nameplate: The Evening Star <box>49 1419 205 1461</box>
news-item-lead: Personal. <box>430 599 471 611</box>
black-move: 12. Q to K 2 <box>1021 852 1067 863</box>
this-day-label: This Day. <box>109 232 145 243</box>
commercial-text: The amount of revenue received at the Custom-house on goods cleared for consumption to-day, was £144 6s 11d. <box>22 749 232 770</box>
table-row <box>948 743 1098 754</box>
header-rule <box>20 32 1094 34</box>
braithwaite-address: Corner High and Fleet streets <box>130 1303 232 1314</box>
list-item: Taurua for Melbourne, April 13 <box>22 644 131 655</box>
divider <box>22 775 232 776</box>
telegraph-source: (FROM GREVILLE'S TELEGRAM COMPANY, REUTER'S AGENTS.) <box>781 58 931 79</box>
dateline-place: Melbourne, April 1. <box>819 1102 893 1113</box>
divider <box>484 440 524 441</box>
column-3 <box>414 40 593 1699</box>
table-row <box>948 831 1098 842</box>
black-move: 4. B to Q B 4 <box>1021 764 1070 775</box>
list-item: From Melbourne—Robert <box>22 455 113 466</box>
office-dateline: Evening Star Office, Monday evening. <box>58 735 196 746</box>
news-item-lead: Mr Webb's Line. <box>606 268 676 280</box>
projected-departures-label: PROJECTED DEPARTURES. <box>72 477 182 488</box>
cleared-outwards-label: CLEARED OUTWARDS. <box>81 294 173 305</box>
black-move: 5. P to Q 3 <box>1021 775 1061 786</box>
table-row <box>948 864 1098 875</box>
repayable-text: Repayable in 3 months, 6 per cent. per annum; 6 months, 7 ; 12 months and upwards, 8 per cent. per annum. <box>22 1170 232 1192</box>
passenger-text: Per Taranaki :—Mrs Watt, Mrs Hutchinson, and 2 children, Messrs Hitchcock, Matheson, Marten, Gillon, Lanham, Paxton, Fewell, Schrader, Grant, Shackleton, and 6 in the steerage. <box>22 356 232 398</box>
list-item: Edward for Invercargill, early <box>22 542 125 553</box>
black-header: Black (Christchurch.) <box>1021 709 1077 731</box>
news-item-lead: The Reefs. <box>430 1348 481 1360</box>
